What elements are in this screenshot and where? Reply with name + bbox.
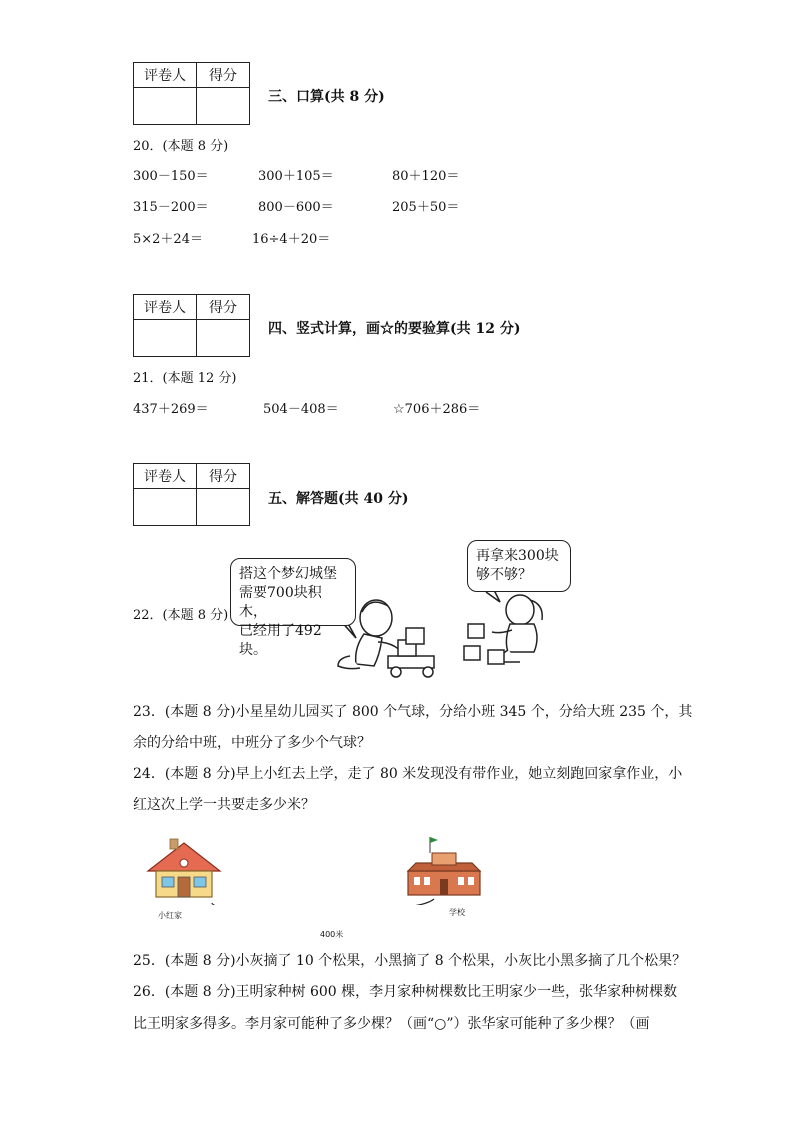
score-table-score-label: 得分 <box>197 464 250 489</box>
scattered-blocks <box>464 624 504 664</box>
school-icon <box>408 837 480 895</box>
calc-item: 5×2＋24＝ <box>133 232 203 247</box>
score-table-grader-label: 评卷人 <box>134 63 197 88</box>
calc-item: 800－600＝ <box>258 200 334 215</box>
score-table-grader-label: 评卷人 <box>134 464 197 489</box>
score-table-4 <box>133 294 250 357</box>
bubble-line: 够不够？ <box>476 567 532 583</box>
calc-item: 205＋50＝ <box>392 200 460 215</box>
score-cell[interactable] <box>197 320 250 357</box>
house-icon <box>148 839 220 897</box>
block-cart <box>388 628 434 677</box>
q26-line: 26．(本题 8 分)王明家种树 600 棵，李月家种树棵数比王明家少一些，张华家种树棵数 <box>133 984 678 1000</box>
vertical-calc-item: 504－408＝ <box>263 402 339 417</box>
q26-line: 比王明家多得多。李月家可能种了多少棵？（画“○”）张华家可能种了多少棵？（画 <box>133 1016 650 1032</box>
calc-item: 80＋120＝ <box>392 169 460 184</box>
speech-bubble-girl <box>467 540 571 592</box>
bubble-line: 需要700块积木， <box>239 585 322 620</box>
score-table-score-label: 得分 <box>197 63 250 88</box>
calc-item: 300－150＝ <box>133 169 209 184</box>
section-5-title: 五、解答题(共 40 分) <box>268 491 409 507</box>
score-cell[interactable] <box>197 88 250 125</box>
home-label: 小红家 <box>158 911 182 920</box>
q25-line: 25．(本题 8 分)小灰摘了 10 个松果，小黑摘了 8 个松果，小灰比小黑多摘了几个松果？ <box>133 953 687 969</box>
section-3-title: 三、口算(共 8 分) <box>268 89 385 105</box>
q23-line: 余的分给中班，中班分了多少个气球？ <box>133 735 371 751</box>
calc-item: 315－200＝ <box>133 200 209 215</box>
score-table-3 <box>133 62 250 125</box>
grader-cell[interactable] <box>134 88 197 125</box>
q21-label: 21．(本题 12 分) <box>133 371 237 386</box>
distance-brace <box>212 899 434 905</box>
section-4-title: 四、竖式计算，画☆的要验算(共 12 分) <box>268 321 521 337</box>
score-table-grader-label: 评卷人 <box>134 295 197 320</box>
q24-line: 24．(本题 8 分)早上小红去上学，走了 80 米发现没有带作业，她立刻跑回家拿作业，小 <box>133 766 683 782</box>
house-school-diagram <box>140 835 490 905</box>
grader-cell[interactable] <box>134 320 197 357</box>
school-label: 学校 <box>449 908 465 917</box>
distance-label: 400米 <box>320 930 344 939</box>
bubble-line: 再拿来300块 <box>476 548 559 564</box>
score-table-5 <box>133 463 250 526</box>
q23-line: 23．(本题 8 分)小星星幼儿园买了 800 个气球，分给小班 345 个，分给大班 235 个，其 <box>133 704 693 720</box>
q24-line: 红这次上学一共要走多少米？ <box>133 797 315 813</box>
vertical-calc-item: 437＋269＝ <box>133 402 209 417</box>
score-cell[interactable] <box>197 489 250 526</box>
speech-bubble-boy <box>230 558 356 658</box>
q20-label: 20．(本题 8 分) <box>133 139 229 154</box>
vertical-calc-item: ☆706＋286＝ <box>393 402 481 417</box>
score-table-score-label: 得分 <box>197 295 250 320</box>
q22-label: 22．(本题 8 分) <box>133 608 229 623</box>
calc-item: 16÷4＋20＝ <box>252 232 331 247</box>
bubble-line: 搭这个梦幻城堡 <box>239 566 337 582</box>
bubble-line: 已经用了492块。 <box>239 623 322 658</box>
calc-item: 300＋105＝ <box>258 169 334 184</box>
grader-cell[interactable] <box>134 489 197 526</box>
